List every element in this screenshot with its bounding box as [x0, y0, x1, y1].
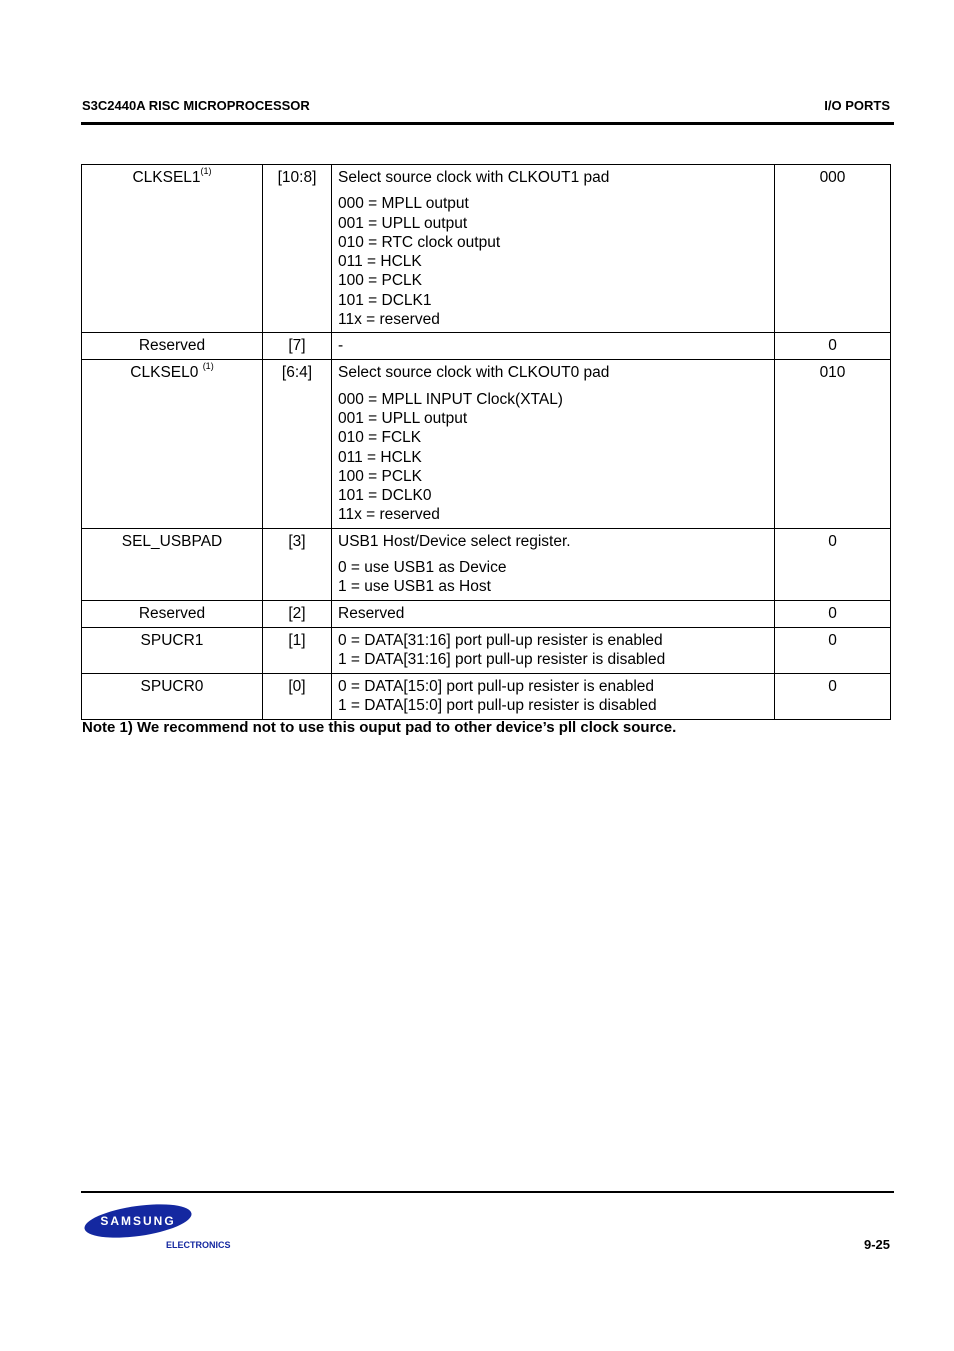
description-line: Select source clock with CLKOUT0 pad — [338, 364, 610, 382]
description-line: 1 = DATA[15:0] port pull-up resister is disabled — [338, 697, 657, 715]
header-section: I/O PORTS — [824, 98, 890, 113]
register-name-cell: Reserved — [82, 600, 263, 627]
description-cell — [332, 165, 775, 333]
description-line: 000 = MPLL output — [338, 195, 469, 213]
initial-state-cell: 0 — [775, 673, 891, 719]
register-name-cell: Reserved — [82, 333, 263, 360]
footnote-ref: (1) — [202, 361, 214, 372]
bit-cell: [7] — [263, 333, 332, 360]
samsung-logo — [82, 1202, 194, 1240]
description-line: Select source clock with CLKOUT1 pad — [338, 169, 610, 186]
description-line: 001 = UPLL output — [338, 214, 468, 232]
description-line: 011 = HCLK — [338, 448, 422, 466]
bit-cell: [0] — [263, 673, 332, 719]
register-name-cell: SEL_USBPAD — [82, 528, 263, 600]
bit-cell: [1] — [263, 627, 332, 673]
initial-state-cell: 0 — [775, 333, 891, 360]
initial-state-cell: 010 — [775, 360, 891, 528]
register-name: CLKSEL1 — [132, 169, 201, 186]
description-line: 101 = DCLK1 — [338, 291, 432, 309]
header-title: S3C2440A RISC MICROPROCESSOR — [82, 98, 310, 113]
register-name: CLKSEL0 — [130, 364, 203, 382]
description-line: 11x = reserved — [338, 311, 440, 329]
table-row — [82, 600, 891, 627]
description-line: 001 = UPLL output — [338, 409, 468, 427]
description-line: 0 = DATA[15:0] port pull-up resister is enabled — [338, 677, 655, 695]
header-rule — [81, 122, 894, 125]
description-line: 0 = DATA[31:16] port pull-up resister is enabled — [338, 631, 663, 649]
logo-subtitle: ELECTRONICS — [166, 1240, 231, 1250]
footnote: Note 1) We recommend not to use this ouput pad to other device’s pll clock source. — [82, 719, 677, 736]
description-cell — [332, 360, 775, 528]
description-cell: Reserved — [332, 600, 775, 627]
description-line: 1 = DATA[31:16] port pull-up resister is disabled — [338, 651, 666, 669]
register-name-cell — [82, 165, 263, 333]
description-cell — [332, 627, 775, 673]
table-row — [82, 165, 891, 333]
table-row — [82, 673, 891, 719]
table-row — [82, 333, 891, 360]
register-table — [81, 164, 891, 720]
description-line: 000 = MPLL INPUT Clock(XTAL) — [338, 390, 563, 408]
description-line: USB1 Host/Device select register. — [338, 532, 571, 550]
footnote-ref: (1) — [200, 166, 212, 176]
bit-cell: [6:4] — [263, 360, 332, 528]
description-line: 011 = HCLK — [338, 253, 422, 271]
initial-state-cell: 0 — [775, 627, 891, 673]
description-cell: - — [332, 333, 775, 360]
page-number: 9-25 — [863, 1237, 890, 1252]
description-line: 11x = reserved — [338, 506, 440, 524]
bit-cell: [2] — [263, 600, 332, 627]
description-line: 010 = FCLK — [338, 429, 422, 447]
initial-state-cell: 0 — [775, 528, 891, 600]
initial-state-cell: 0 — [775, 600, 891, 627]
description-line: 100 = PCLK — [338, 467, 423, 485]
description-line: 100 = PCLK — [338, 272, 423, 290]
table-row — [82, 627, 891, 673]
description-line: 101 = DCLK0 — [338, 487, 432, 505]
table-row — [82, 528, 891, 600]
logo-text: SAMSUNG — [100, 1214, 176, 1228]
description-line: 1 = use USB1 as Host — [338, 578, 491, 596]
bit-cell: [10:8] — [263, 165, 332, 333]
footer-rule — [81, 1191, 894, 1193]
bit-cell: [3] — [263, 528, 332, 600]
description-cell — [332, 528, 775, 600]
register-name-cell — [82, 360, 263, 528]
register-name-cell: SPUCR0 — [82, 673, 263, 719]
register-name-cell: SPUCR1 — [82, 627, 263, 673]
description-cell — [332, 673, 775, 719]
description-line: 0 = use USB1 as Device — [338, 559, 507, 577]
table-row — [82, 360, 891, 528]
description-line: 010 = RTC clock output — [338, 233, 501, 251]
initial-state-cell: 000 — [775, 165, 891, 333]
